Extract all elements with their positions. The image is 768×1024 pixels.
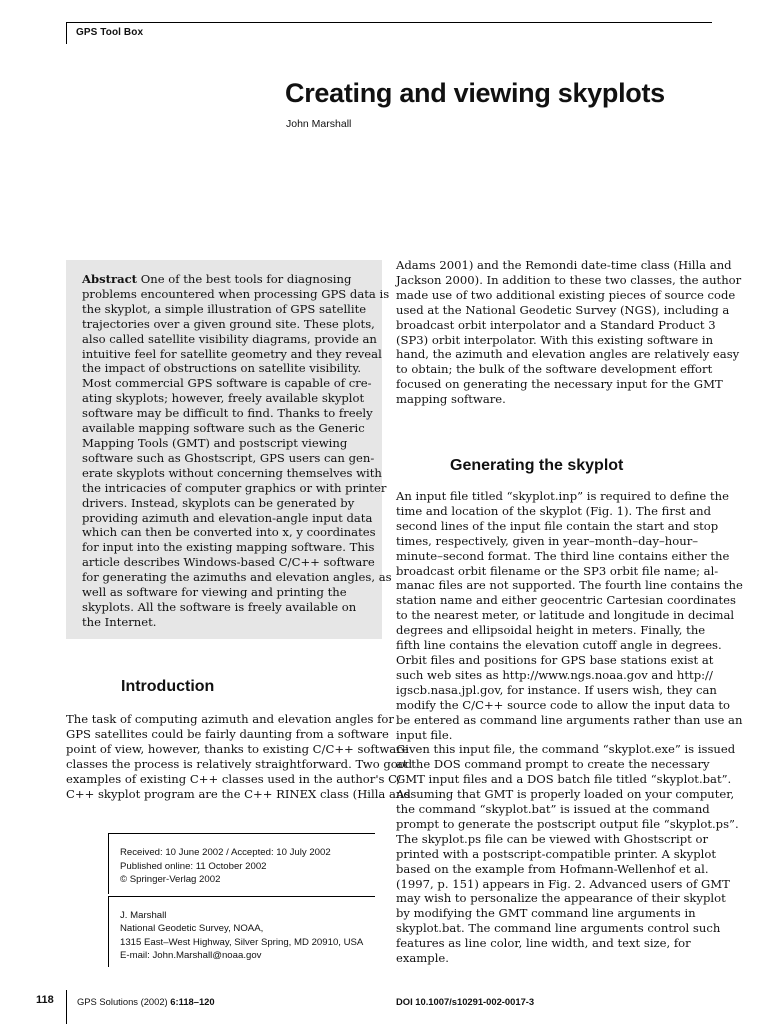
generating-paragraph-2 xyxy=(396,742,739,966)
abstract-lines xyxy=(82,272,392,630)
text-line: station name and either geocentric Cartesian coordinates xyxy=(396,593,736,608)
affiliation-email[interactable]: E-mail: John.Marshall@noaa.gov xyxy=(120,950,262,962)
text-line: available mapping software such as the Generic xyxy=(82,421,365,436)
text-line: the impact of obstructions on satellite visibility. xyxy=(82,361,362,376)
text-line: used at the National Geodetic Survey (NGS), including a xyxy=(396,302,730,317)
text-line: for generating the azimuths and elevation angles, as xyxy=(82,570,392,585)
text-line: erate skyplots without concerning themselves with xyxy=(82,465,382,480)
affiliation-address: 1315 East–West Highway, Silver Spring, MD 20910, USA xyxy=(120,936,364,948)
text-line: trajectories over a given ground site. These plots, xyxy=(82,316,375,331)
text-line: point of view, however, thanks to existing C/C++ software xyxy=(66,741,409,756)
author-affiliation xyxy=(120,909,363,963)
text-line: input file. xyxy=(396,727,453,742)
text-line: fifth line contains the elevation cutoff angle in degrees. xyxy=(396,638,722,653)
text-line: (1997, p. 151) appears in Fig. 2. Advanced users of GMT xyxy=(396,876,730,891)
text-line: mapping software. xyxy=(396,392,506,407)
article-dates xyxy=(120,846,331,887)
text-line: focused on generating the necessary input for the GMT xyxy=(396,377,723,392)
text-line: providing azimuth and elevation-angle input data xyxy=(82,510,373,525)
page-number: 118 xyxy=(36,994,54,1006)
text-line: C++ skyplot program are the C++ RINEX class (Hilla and xyxy=(66,786,411,801)
doi[interactable]: DOI 10.1007/s10291-002-0017-3 xyxy=(396,996,535,1007)
text-line: broadcast orbit interpolator and a Standard Product 3 xyxy=(396,317,716,332)
text-line: skyplots. All the software is freely available on xyxy=(82,599,357,614)
text-line: drivers. Instead, skyplots can be generated by xyxy=(82,495,355,510)
header-vertical-rule xyxy=(66,22,67,44)
text-line: at the DOS command prompt to create the necessary xyxy=(396,757,710,772)
text-line: ating skyplots; however, freely available skyplot xyxy=(82,391,365,406)
text-line: (SP3) orbit interpolator. With this existing software in xyxy=(396,332,714,347)
text-line: Given this input file, the command “skyplot.exe” is issued xyxy=(396,742,736,757)
text-line: hand, the azimuth and elevation angles are relatively easy xyxy=(396,347,740,362)
journal-volume-pages: 6:118–120 xyxy=(170,996,215,1007)
text-line: to obtain; the bulk of the software development effort xyxy=(396,362,713,377)
text-line: classes the process is relatively straightforward. Two good xyxy=(66,756,413,771)
text-line: Orbit files and positions for GPS base stations exist at xyxy=(396,652,714,667)
text-line: prompt to generate the postscript output file “skyplot.ps”. xyxy=(396,816,739,831)
text-line: software may be difficult to find. Thanks to freely xyxy=(82,406,373,421)
text-line: such web sites as http://www.ngs.noaa.gov and http:// xyxy=(396,667,713,682)
published-date: Published online: 11 October 2002 xyxy=(120,860,267,872)
text-line: the command “skyplot.bat” is issued at the command xyxy=(396,802,710,817)
article-title: Creating and viewing skyplots xyxy=(285,78,665,108)
text-line: modify the C/C++ source code to allow the input data to xyxy=(396,697,731,712)
generating-heading: Generating the skyplot xyxy=(450,457,624,474)
text-line: igscb.nasa.jpl.gov, for instance. If users wish, they can xyxy=(396,682,717,697)
text-line: Adams 2001) and the Remondi date-time class (Hilla and xyxy=(396,258,732,272)
footer-vertical-rule xyxy=(66,990,67,1024)
generating-paragraph-1 xyxy=(396,489,743,742)
text-line: may wish to personalize the appearance of their skyplot xyxy=(396,891,726,906)
text-line: article describes Windows-based C/C++ software xyxy=(82,555,375,570)
text-line: The task of computing azimuth and elevation angles for xyxy=(66,712,394,726)
text-line: the skyplot, a simple illustration of GPS satellite xyxy=(82,301,367,316)
text-line: Most commercial GPS software is capable of cre- xyxy=(82,376,372,391)
text-line: degrees and ellipsoidal height in meters. Finally, the xyxy=(396,623,706,638)
text-line: GPS satellites could be fairly daunting from a software xyxy=(66,726,389,741)
abstract-label: Abstract xyxy=(82,272,138,286)
text-line: skyplot.bat. The command line arguments control such xyxy=(396,921,721,936)
text-line: Jackson 2000). In addition to these two classes, the author xyxy=(396,272,742,287)
introduction-heading: Introduction xyxy=(121,678,215,695)
text-line: features as line color, line width, and text size, for xyxy=(396,936,691,951)
text-line: the intricacies of computer graphics or with printer xyxy=(82,480,387,495)
introduction-text xyxy=(66,712,413,801)
text-line: GMT input files and a DOS batch file titled “skyplot.bat”. xyxy=(396,772,732,787)
text-line: made use of two additional existing pieces of source code xyxy=(396,287,736,302)
text-line: printed with a postscript-compatible printer. A skyplot xyxy=(396,846,716,861)
text-line: One of the best tools for diagnosing xyxy=(140,272,352,286)
text-line: example. xyxy=(396,951,449,966)
text-line: by modifying the GMT command line arguments in xyxy=(396,906,696,921)
journal-name: GPS Solutions (2002) xyxy=(77,996,168,1007)
text-line: The skyplot.ps file can be viewed with Ghostscript or xyxy=(396,831,709,846)
text-line: also called satellite visibility diagrams, provide an xyxy=(82,331,377,346)
text-line: intuitive feel for satellite geometry and they reveal xyxy=(82,346,382,361)
text-line: problems encountered when processing GPS data is xyxy=(82,286,390,301)
affiliation-name: J. Marshall xyxy=(120,910,167,921)
header-rule xyxy=(66,22,712,23)
text-line: broadcast orbit filename or the SP3 orbit file name; al- xyxy=(396,563,719,578)
text-line: Assuming that GMT is properly loaded on your computer, xyxy=(396,787,735,802)
abstract-box xyxy=(66,260,392,639)
text-line: manac files are not supported. The fourth line contains the xyxy=(396,578,743,593)
text-line: times, respectively, given in year–month–day–hour– xyxy=(396,533,699,548)
text-line: based on the example from Hofmann-Wellenhof et al. xyxy=(396,861,709,876)
article-author: John Marshall xyxy=(286,118,352,130)
text-line: software such as Ghostscript, GPS users can gen- xyxy=(82,450,375,465)
abstract-text xyxy=(82,272,392,630)
text-line: the Internet. xyxy=(82,614,157,629)
text-line: for input into the existing mapping software. This xyxy=(82,540,375,555)
text-line: examples of existing C++ classes used in the author's C/ xyxy=(66,771,401,786)
right-column-continued-text xyxy=(396,258,742,407)
section-tag: GPS Tool Box xyxy=(76,27,144,38)
text-line: An input file titled “skyplot.inp” is required to define the xyxy=(396,489,729,503)
text-line: minute–second format. The third line contains either the xyxy=(396,548,730,563)
text-line: be entered as command line arguments rather than use an xyxy=(396,712,743,727)
text-line: second lines of the input file contain the start and stop xyxy=(396,518,719,533)
affiliation-org: National Geodetic Survey, NOAA, xyxy=(120,923,264,935)
text-line: which can then be converted into x, y coordinates xyxy=(82,525,376,540)
text-line: to the nearest meter, or latitude and longitude in decimal xyxy=(396,608,735,623)
journal-citation xyxy=(77,996,215,1007)
generating-text xyxy=(396,489,743,966)
received-date: Received: 10 June 2002 / Accepted: 10 July 2002 xyxy=(120,847,331,858)
text-line: well as software for viewing and printing the xyxy=(82,585,347,600)
text-line: time and location of the skyplot (Fig. 1). The first and xyxy=(396,503,712,518)
text-line: Mapping Tools (GMT) and postscript viewing xyxy=(82,435,348,450)
copyright-line: © Springer-Verlag 2002 xyxy=(120,874,221,886)
